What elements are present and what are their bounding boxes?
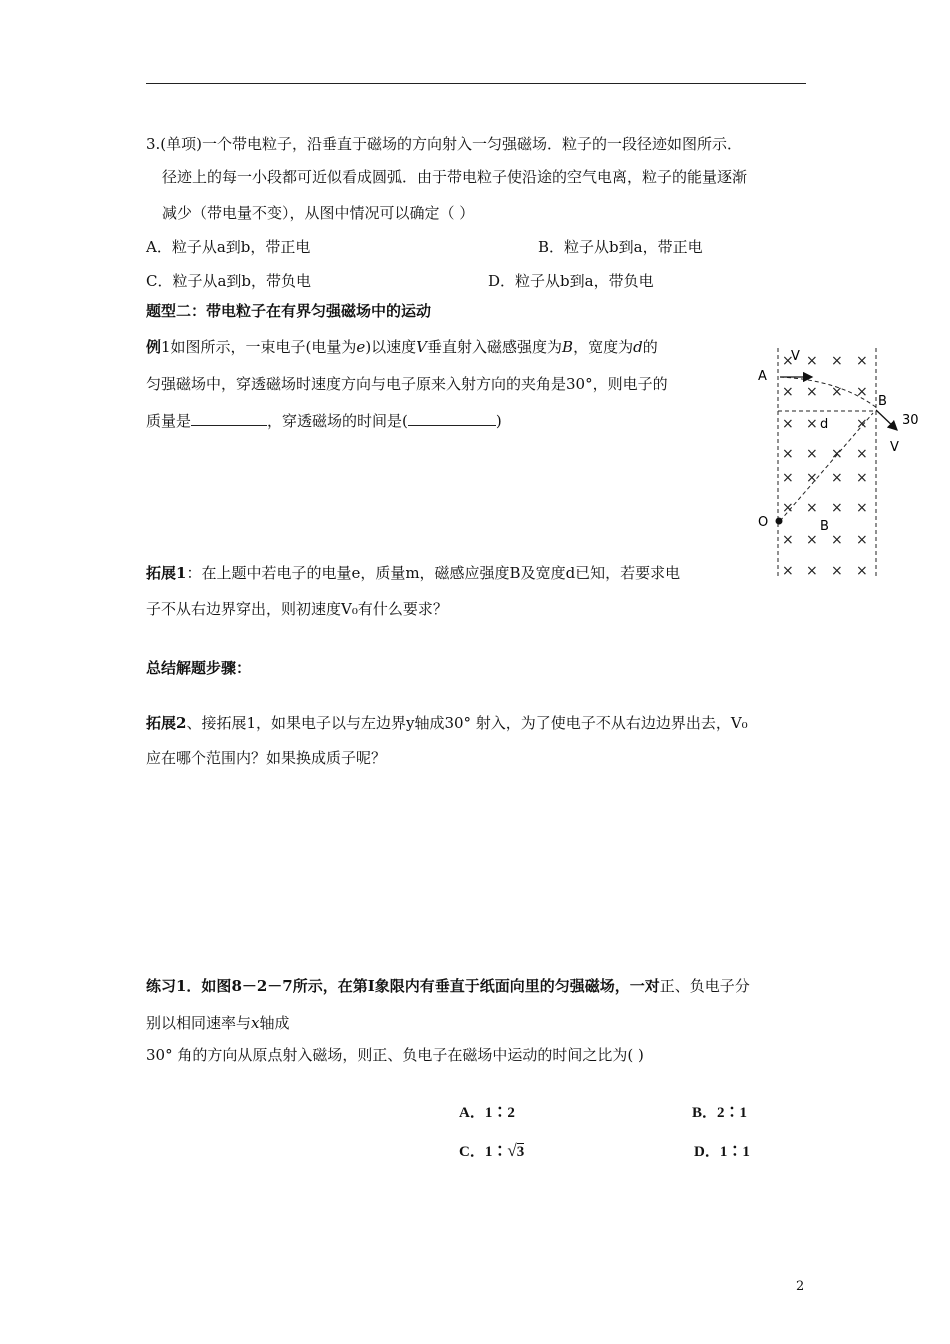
practice1-option-c [459, 1140, 524, 1161]
ext2-text: 、接拓展1，如果电子以与左边界y轴成30° 射入，为了使电子不从右边边界出去，V₀ [186, 714, 748, 732]
q3-option-c: C．粒子从a到b，带负电 [146, 272, 312, 290]
example1-var-e: e [356, 338, 366, 356]
field-cross: × [782, 384, 794, 400]
practice1-var-x: x [251, 1014, 260, 1032]
example1-line-1 [146, 336, 658, 357]
field-cross: × [856, 416, 868, 432]
field-cross: × [856, 532, 868, 548]
field-cross: × [831, 563, 843, 579]
mass-answer-blank[interactable] [191, 411, 267, 426]
field-cross: × [806, 384, 818, 400]
example1-text-c: 垂直射入磁感强度为 [427, 338, 563, 356]
label-b-exit: B [878, 394, 887, 409]
field-cross: × [856, 470, 868, 486]
practice1-option-a: A．1∶2 [459, 1105, 515, 1121]
page-number: 2 [796, 1279, 805, 1294]
ext2-line-1 [146, 712, 748, 733]
label-v-top: V [791, 349, 800, 364]
field-cross: × [831, 470, 843, 486]
q3-line-3: 减少（带电量不变），从图中情况可以确定（ ） [162, 204, 475, 222]
label-30-degrees: 30 [902, 413, 919, 428]
example1-var-b: B [562, 338, 574, 356]
example1-var-v: V [416, 338, 428, 356]
field-cross: × [806, 563, 818, 579]
practice1-line-3: 30° 角的方向从原点射入磁场，则正、负电子在磁场中运动的时间之比为( ) [146, 1046, 644, 1064]
example1-text-a: 1如图所示，一束电子(电量为 [161, 338, 357, 356]
ext1-line-1 [146, 562, 680, 583]
field-cross: × [831, 532, 843, 548]
header-rule [146, 83, 806, 84]
example1-time-label: ，穿透磁场的时间是 [267, 412, 403, 430]
field-cross: × [782, 563, 794, 579]
sqrt-radicand: 3 [516, 1144, 525, 1160]
ext1-text: ：在上题中若电子的电量e，质量m，磁感应强度B及宽度d已知，若要求电 [186, 564, 681, 582]
example1-line-3 [146, 410, 502, 431]
field-cross: × [806, 446, 818, 462]
close-paren: ) [495, 412, 502, 430]
practice1-rest-text: 正、负电子分 [659, 977, 750, 995]
q3-option-a: A．粒子从a到b，带正电 [146, 238, 311, 256]
field-cross: × [831, 446, 843, 462]
field-cross: × [831, 353, 843, 369]
field-cross: × [856, 446, 868, 462]
field-cross: × [806, 532, 818, 548]
field-cross: × [856, 500, 868, 516]
magnetic-field-figure [750, 340, 920, 585]
time-answer-blank[interactable] [408, 411, 496, 426]
practice1-option-b: B．2∶1 [692, 1105, 748, 1121]
sqrt-symbol: √ [507, 1141, 517, 1160]
label-b-field: B [820, 519, 829, 534]
q3-line-1: 3.(单项)一个带电粒子，沿垂直于磁场的方向射入一匀强磁场．粒子的一段径迹如图所示． [146, 135, 743, 153]
field-cross: × [831, 384, 843, 400]
field-cross: × [782, 353, 794, 369]
example1-text-e: 的 [642, 338, 658, 356]
field-cross: × [856, 563, 868, 579]
ext2-label: 拓展2 [146, 714, 187, 732]
practice1-text-a: 别以相同速率与 [146, 1014, 252, 1032]
field-cross: × [856, 353, 868, 369]
field-cross: × [782, 500, 794, 516]
field-cross: × [782, 446, 794, 462]
section-title: 题型二：带电粒子在有界匀强磁场中的运动 [146, 302, 432, 320]
label-v-exit: V [890, 440, 899, 455]
field-cross: × [806, 470, 818, 486]
label-d: d [820, 417, 829, 432]
field-cross: × [831, 500, 843, 516]
exit-velocity-arrow [876, 410, 897, 430]
field-cross: × [806, 416, 818, 432]
field-crosses [782, 353, 868, 579]
open-paren: ( [402, 412, 408, 430]
label-a: A [758, 369, 767, 384]
example1-mass-label: 质量是 [146, 412, 192, 430]
field-cross: × [782, 470, 794, 486]
example1-line-2: 匀强磁场中，穿透磁场时速度方向与电子原来入射方向的夹角是30°，则电子的 [146, 375, 668, 393]
example1-label: 例 [146, 338, 162, 356]
example1-var-d: d [633, 338, 643, 356]
ext1-label: 拓展1 [146, 564, 187, 582]
practice1-text-b: 轴成 [259, 1014, 290, 1032]
example1-text-d: ，宽度为 [573, 338, 634, 356]
field-cross: × [806, 353, 818, 369]
q3-option-d: D．粒子从b到a，带负电 [488, 272, 654, 290]
field-cross: × [856, 384, 868, 400]
origin-point [776, 518, 783, 525]
q3-option-b: B．粒子从b到a，带正电 [538, 238, 703, 256]
ext2-line-2: 应在哪个范围内？如果换成质子呢？ [146, 749, 387, 767]
q3-line-2: 径迹上的每一小段都可近似看成圆弧．由于带电粒子使沿途的空气电离，粒子的能量逐渐 [162, 168, 748, 186]
practice1-bold-text: 练习1．如图8－2－7所示，在第Ⅰ象限内有垂直于纸面向里的匀强磁场，一对 [146, 977, 660, 995]
option-c-prefix: C．1∶ [459, 1144, 508, 1160]
ext1-line-2: 子不从右边界穿出，则初速度V₀有什么要求？ [146, 600, 448, 618]
summary-title: 总结解题步骤： [146, 659, 252, 677]
practice1-line-2 [146, 1012, 290, 1033]
label-o: O [758, 515, 769, 530]
practice1-line-1 [146, 975, 750, 996]
example1-text-b: )以速度 [365, 338, 417, 356]
field-cross: × [806, 500, 818, 516]
field-cross: × [782, 416, 794, 432]
practice1-option-d: D．1∶1 [694, 1144, 750, 1160]
field-cross: × [782, 532, 794, 548]
